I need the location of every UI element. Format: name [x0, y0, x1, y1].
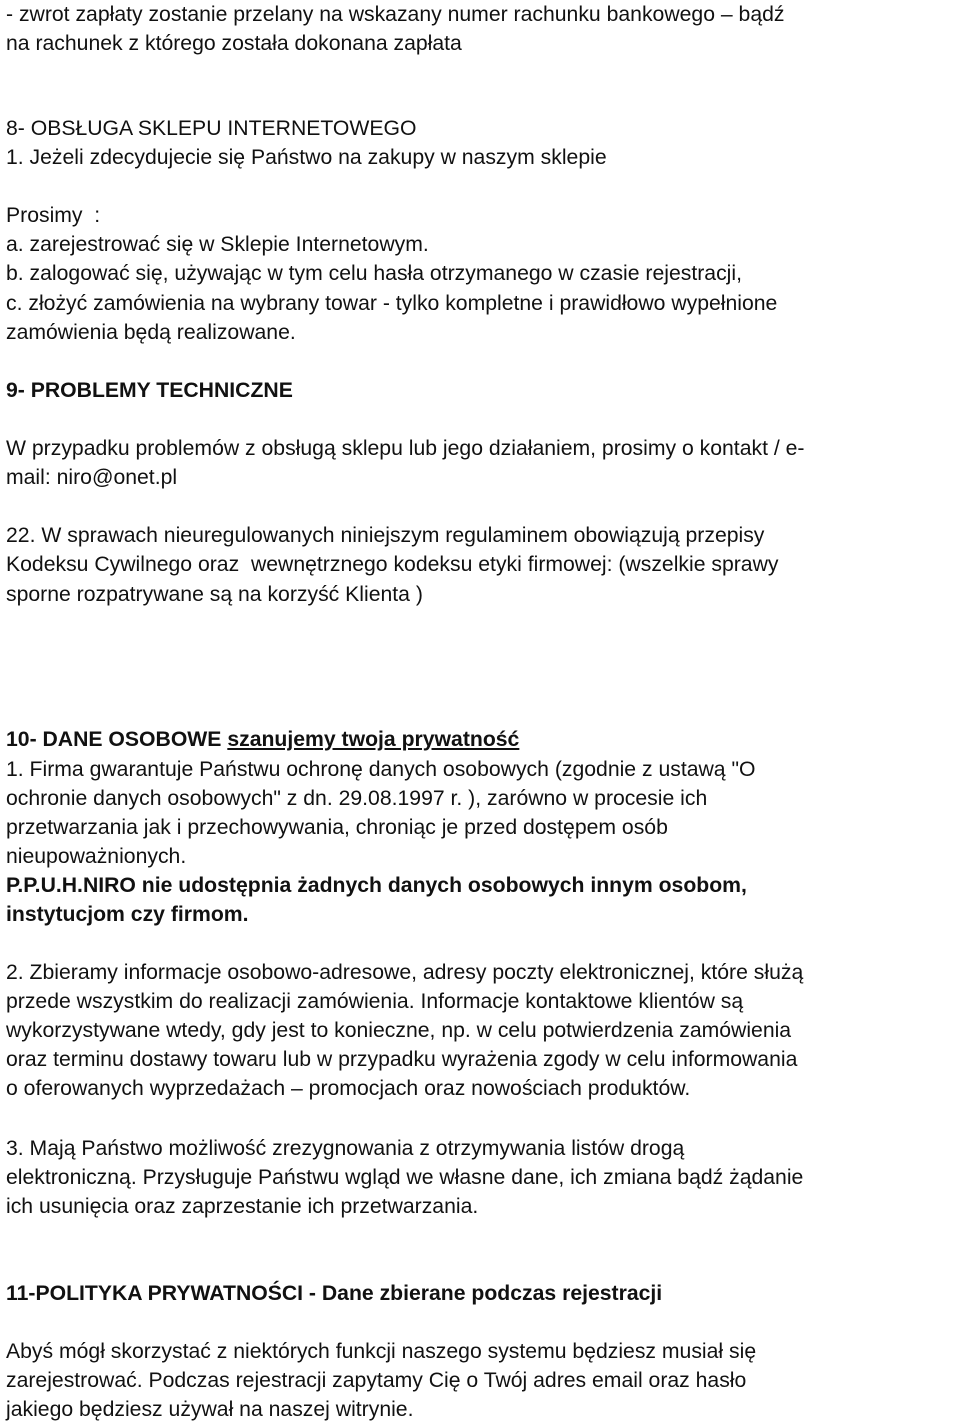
section-22-line-2: Kodeksu Cywilnego oraz wewnętrznego kodeksu etyki firmowej: (wszelkie sprawy — [6, 553, 779, 576]
section-10-p3-line-3: ich usunięcia oraz zaprzestanie ich przetwarzania. — [6, 1195, 479, 1218]
section-8-item-b: b. zalogować się, używając w tym celu hasła otrzymanego w czasie rejestracji, — [6, 262, 742, 285]
section-10-p1-line-1: 1. Firma gwarantuje Państwu ochronę danych osobowych (zgodnie z ustawą "O — [6, 758, 756, 781]
section-11-heading: 11-POLITYKA PRYWATNOŚCI - Dane zbierane podczas rejestracji — [6, 1282, 663, 1305]
section-9-heading: 9- PROBLEMY TECHNICZNE — [6, 379, 293, 402]
section-11-line-1: Abyś mógł skorzystać z niektórych funkcji naszego systemu będziesz musiał się — [6, 1340, 757, 1363]
section-8-item-c-line-2: zamówienia będą realizowane. — [6, 321, 296, 344]
section-8-item-a: a. zarejestrować się w Sklepie Internetowym. — [6, 233, 429, 256]
section-10-p3-line-2: elektroniczną. Przysługuje Państwu wgląd we własne dane, ich zmiana bądź żądanie — [6, 1166, 804, 1189]
section-10-p2-line-5: o oferowanych wyprzedażach – promocjach oraz nowościach produktów. — [6, 1077, 691, 1100]
section-10-p3-line-1: 3. Mają Państwo możliwość zrezygnowania z otrzymywania listów drogą — [6, 1137, 685, 1160]
section-10-heading-prefix: 10- DANE OSOBOWE — [6, 728, 222, 751]
section-10-bold-line-2: instytucjom czy firmom. — [6, 903, 249, 926]
section-10-p1-line-4: nieupoważnionych. — [6, 845, 187, 868]
section-8-item-c-line-1: c. złożyć zamówienia na wybrany towar - tylko kompletne i prawidłowo wypełnione — [6, 292, 778, 315]
section-11-line-3: jakiego będziesz używał na naszej witrynie. — [6, 1398, 414, 1421]
section-10-heading — [6, 725, 519, 754]
section-10-heading-underlined: szanujemy twoja prywatność — [227, 728, 520, 751]
section-10-p2-line-4: oraz terminu dostawy towaru lub w przypadku wyrażenia zgody w celu informowania — [6, 1048, 798, 1071]
section-10-p2-line-1: 2. Zbieramy informacje osobowo-adresowe, adresy poczty elektronicznej, które służą — [6, 961, 804, 984]
section-10-p1-line-3: przetwarzania jak i przechowywania, chroniąc je przed dostępem osób — [6, 816, 668, 839]
section-9-line-1: W przypadku problemów z obsługą sklepu lub jego działaniem, prosimy o kontakt / e- — [6, 437, 805, 460]
section-22-line-1: 22. W sprawach nieuregulowanych niniejszym regulaminem obowiązują przepisy — [6, 524, 765, 547]
section-22-line-3: sporne rozpatrywane są na korzyść Klienta ) — [6, 583, 423, 606]
section-11-line-2: zarejestrować. Podczas rejestracji zapytamy Cię o Twój adres email oraz hasło — [6, 1369, 747, 1392]
refund-line-2: na rachunek z którego została dokonana zapłata — [6, 32, 462, 55]
section-9-line-2: mail: niro@onet.pl — [6, 466, 178, 489]
section-8-item-1: 1. Jeżeli zdecydujecie się Państwo na zakupy w naszym sklepie — [6, 146, 607, 169]
section-10-p1-line-2: ochronie danych osobowych" z dn. 29.08.1997 r. ), zarówno w procesie ich — [6, 787, 708, 810]
refund-line-1: - zwrot zapłaty zostanie przelany na wskazany numer rachunku bankowego – bądź — [6, 3, 785, 26]
section-10-bold-line-1: P.P.U.H.NIRO nie udostępnia żadnych danych osobowych innym osobom, — [6, 874, 747, 897]
section-8-prosimy: Prosimy : — [6, 204, 101, 227]
section-8-heading: 8- OBSŁUGA SKLEPU INTERNETOWEGO — [6, 117, 417, 140]
section-10-p2-line-3: wykorzystywane wtedy, gdy jest to konieczne, np. w celu potwierdzenia zamówienia — [6, 1019, 792, 1042]
section-10-p2-line-2: przede wszystkim do realizacji zamówienia. Informacje kontaktowe klientów są — [6, 990, 744, 1013]
